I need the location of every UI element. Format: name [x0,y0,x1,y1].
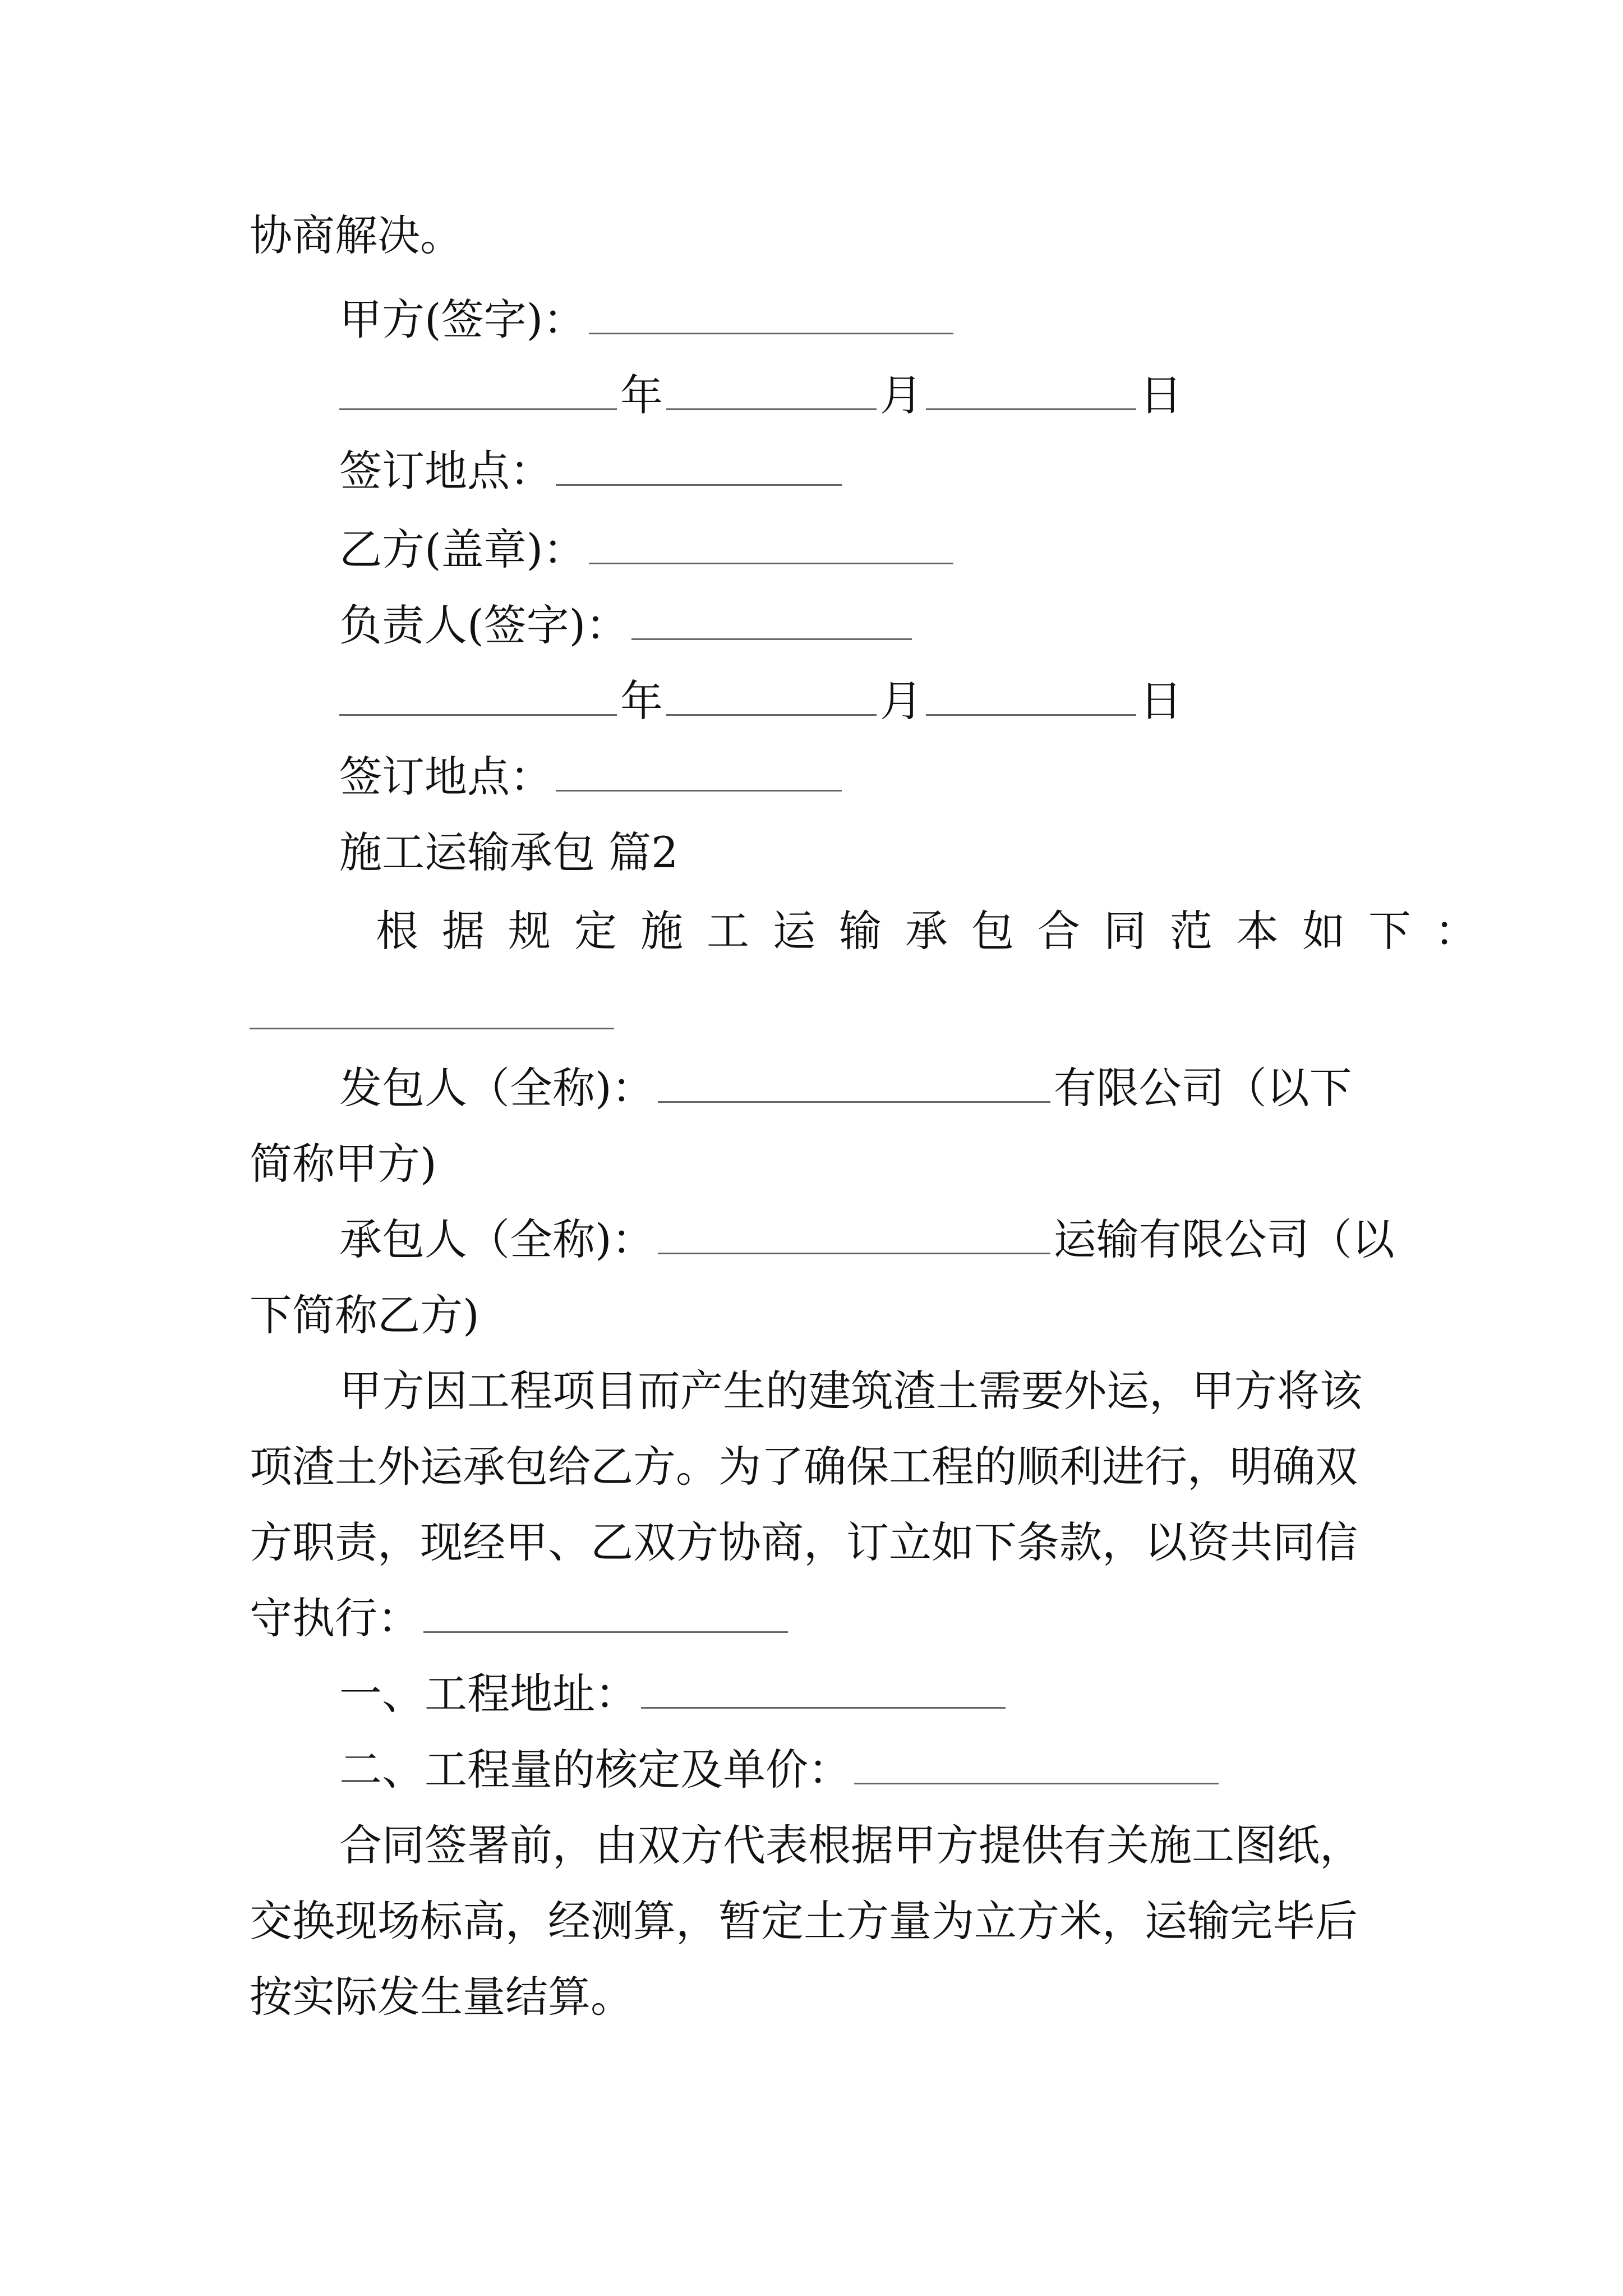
day-blank[interactable] [926,368,1136,410]
item-1-line [339,1666,1009,1722]
section-title [339,825,679,881]
sign-place-blank[interactable] [556,444,842,486]
paragraph-text: 项渣土外运承包给乙方。为了确保工程的顺利进行，明确双 [250,1442,1358,1492]
month-label: 月 [880,676,923,726]
paragraph-1-line-3 [250,1515,1358,1571]
intro-line [376,903,1501,959]
paragraph-text: 甲方因工程项目而产生的建筑渣土需要外运，甲方将该 [339,1366,1362,1416]
sign-place-line-2 [339,749,845,805]
sign-place-line-1 [339,443,845,499]
month-blank[interactable] [666,674,877,716]
contractor-2-blank[interactable] [658,1212,1050,1254]
contractor-1-line [339,1060,1352,1116]
paragraph-2-line-1 [339,1818,1362,1874]
date-line-2 [339,673,1182,729]
party-a-blank[interactable] [589,292,953,334]
item-2-label: 二、工程量的核定及单价： [339,1745,851,1795]
intro-text: 根据规定施工运输承包合同范本如下： [376,906,1501,956]
item-2-line [339,1742,1222,1798]
price-blank[interactable] [854,1742,1219,1784]
contractor-2-label: 承包人（全称)： [339,1214,654,1264]
paragraph-1-line-1 [339,1363,1362,1419]
party-b-label: 乙方(盖章)： [339,524,586,574]
paragraph-text: 按实际发生量结算。 [250,1972,633,2022]
responsible-signature-line [339,597,915,654]
contractor-2-cont-line [250,1287,479,1343]
sign-place-blank[interactable] [556,749,842,792]
contractor-1-blank[interactable] [658,1061,1050,1103]
item-1-label: 一、工程地址： [339,1669,638,1719]
paragraph-text: 合同签署前，由双方代表根据甲方提供有关施工图纸， [339,1820,1362,1870]
contractor-1-label: 发包人（全称)： [339,1063,654,1113]
party-b-blank[interactable] [589,522,953,564]
paragraph-2-line-3 [250,1969,633,2025]
paragraph-2-line-2 [250,1893,1358,1949]
day-blank[interactable] [926,674,1136,716]
paragraph-1-line-4 [250,1590,791,1646]
responsible-blank[interactable] [631,598,912,640]
section-title-text: 施工运输承包 篇2 [339,827,679,877]
party-a-label: 甲方(签字)： [339,295,586,344]
contractor-2-line [339,1212,1395,1268]
date-line-1 [339,367,1182,424]
contractor-2-cont: 下简称乙方) [250,1290,479,1340]
paragraph-text: 交换现场标高，经测算，暂定土方量为立方米，运输完毕后 [250,1896,1358,1946]
paragraph-1-line-2 [250,1439,1358,1495]
sign-place-label: 签订地点： [339,752,552,802]
year-label: 年 [620,676,663,726]
month-label: 月 [880,370,923,420]
year-label: 年 [620,370,663,420]
contractor-1-cont-line [250,1136,437,1192]
text-line [250,208,463,264]
responsible-label: 负责人(签字)： [339,600,629,650]
intro-blank[interactable] [250,1028,614,1029]
paragraph-text: 方职责，现经甲、乙双方协商，订立如下条款，以资共同信 [250,1517,1358,1567]
party-a-signature-line [339,292,957,348]
contractor-1-cont: 简称甲方) [250,1139,437,1189]
year-blank[interactable] [339,674,617,716]
day-label: 日 [1140,676,1182,726]
sign-place-label: 签订地点： [339,446,552,496]
address-blank[interactable] [641,1667,1006,1709]
year-blank[interactable] [339,368,617,410]
execute-blank[interactable] [423,1591,788,1633]
day-label: 日 [1140,370,1182,420]
paragraph-text: 守执行： [250,1593,420,1643]
contractor-2-suffix: 运输有限公司（以 [1053,1214,1395,1264]
month-blank[interactable] [666,368,877,410]
contractor-1-suffix: 有限公司（以下 [1053,1063,1352,1113]
paragraph-end: 协商解决。 [250,210,463,260]
party-b-seal-line [339,522,957,578]
